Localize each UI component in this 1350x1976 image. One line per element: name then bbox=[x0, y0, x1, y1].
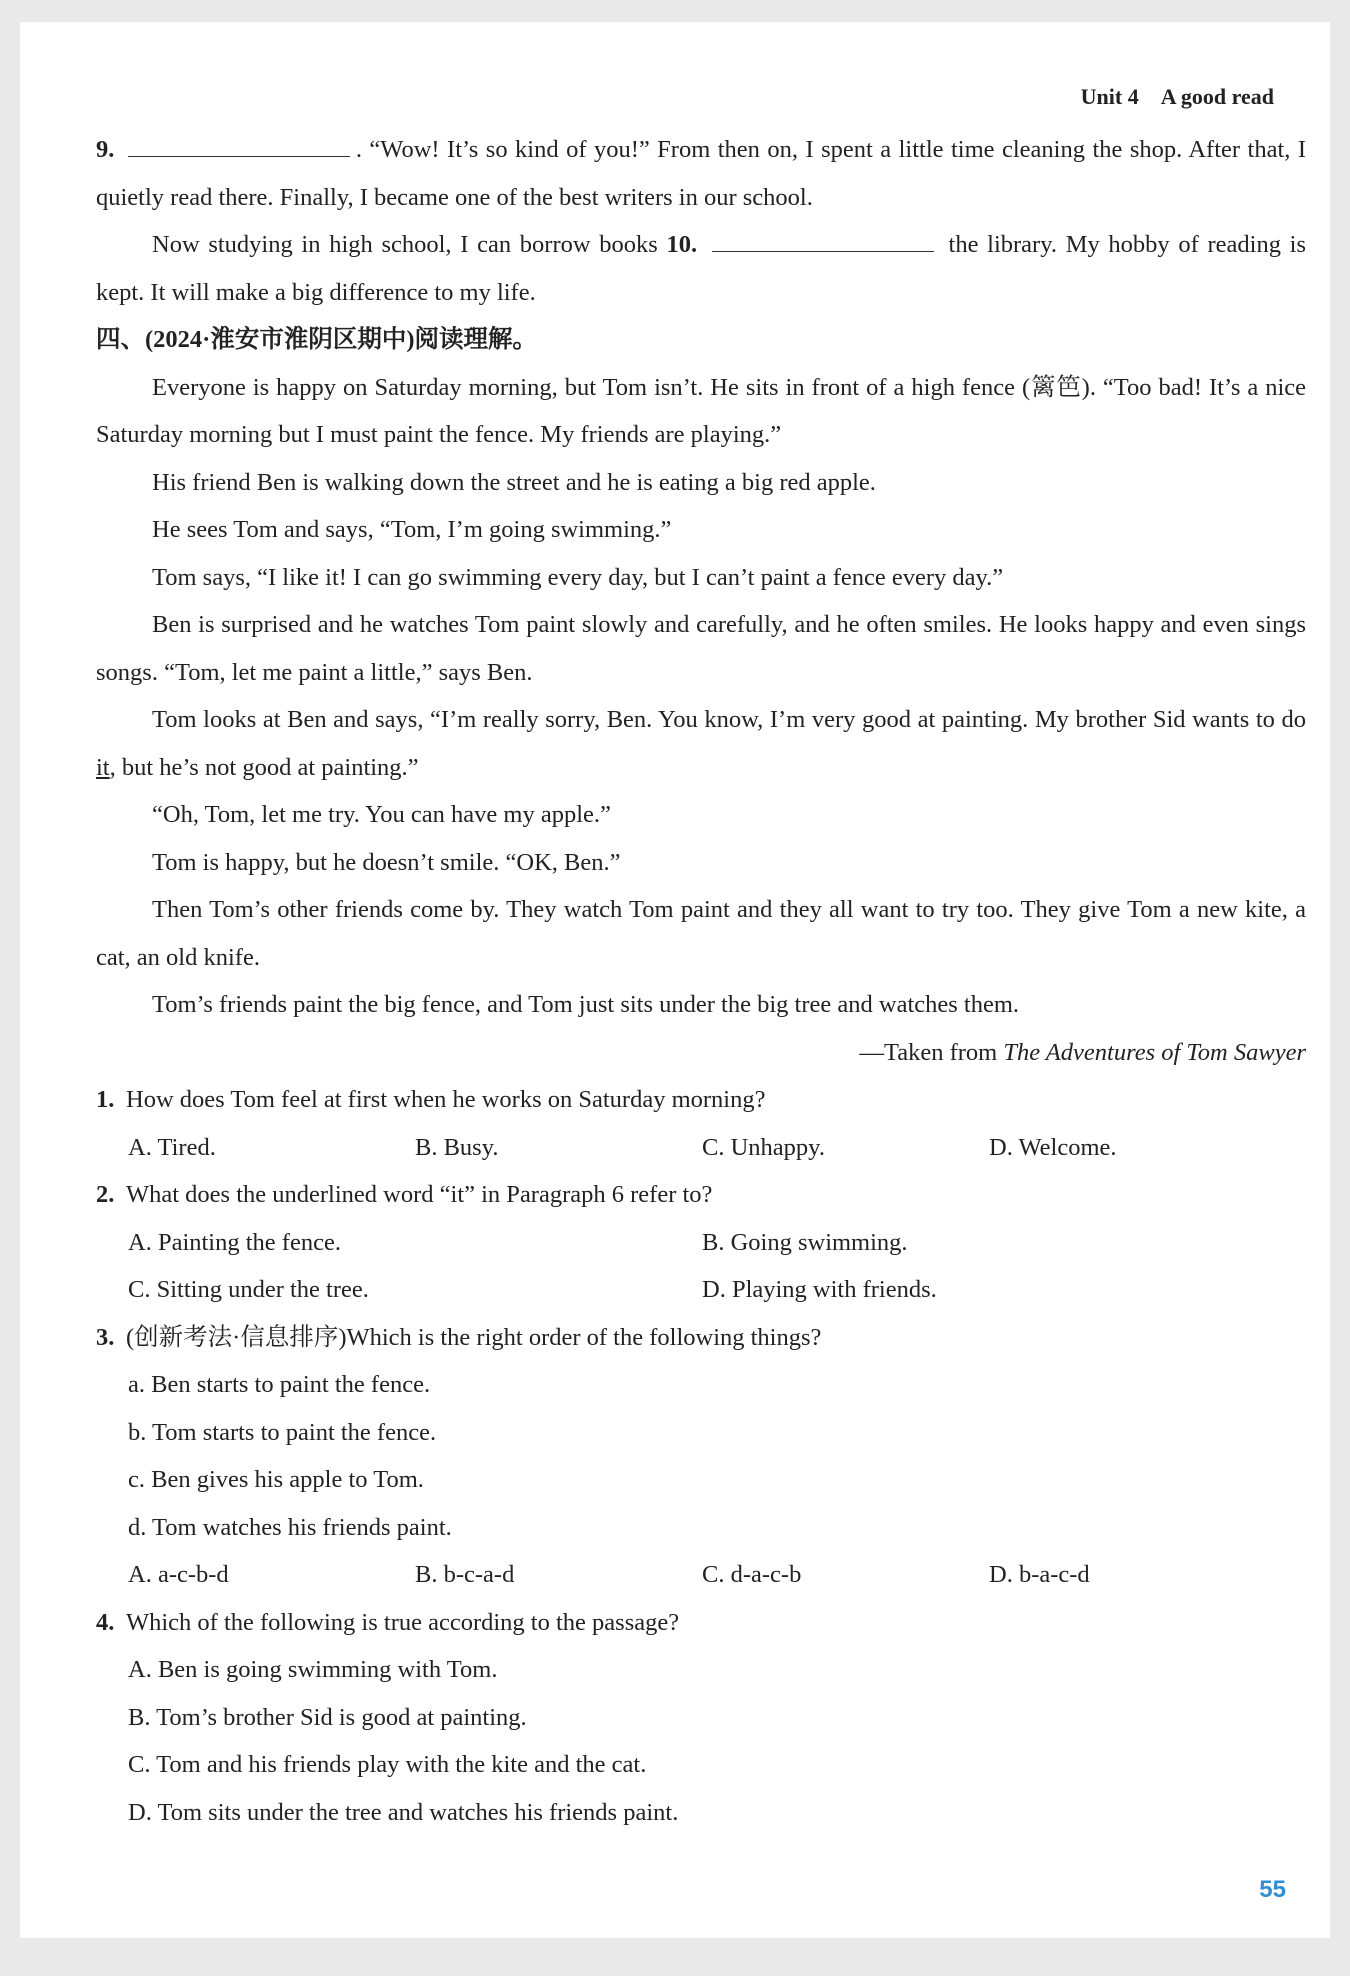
question-3-options bbox=[96, 1551, 1306, 1599]
question-2-options-row1 bbox=[96, 1219, 1306, 1267]
running-header bbox=[1081, 84, 1274, 110]
option-c[interactable]: C. d-a-c-b bbox=[702, 1561, 802, 1588]
option-b[interactable]: B. Tom’s brother Sid is good at painting. bbox=[128, 1703, 527, 1731]
option-b[interactable]: B. b-c-a-d bbox=[415, 1561, 515, 1588]
page-content bbox=[96, 126, 1306, 1836]
section-label: 四、(2024·淮安市淮阴区期中) bbox=[96, 326, 415, 353]
order-item: d. Tom watches his friends paint. bbox=[128, 1513, 452, 1541]
passage-paragraph: Tom’s friends paint the big fence, and Tom just sits under the big tree and watches them. bbox=[152, 991, 1020, 1018]
header-title: A good read bbox=[1160, 84, 1274, 109]
question-number: 4. bbox=[96, 1608, 115, 1636]
question-text: What does the underlined word “it” in Paragraph 6 refer to? bbox=[126, 1181, 713, 1208]
passage-paragraph: Everyone is happy on Saturday morning, but Tom isn’t. He sits in front of a high fence (篱笆). “Too bad! It’s a nice Saturday morning but I must paint the fence. My friends are playing.” bbox=[96, 373, 1306, 448]
passage-paragraph: He sees Tom and says, “Tom, I’m going swimming.” bbox=[152, 516, 672, 543]
option-a[interactable]: A. a-c-b-d bbox=[128, 1561, 229, 1588]
question-text: Which of the following is true according to the passage? bbox=[126, 1608, 680, 1636]
section-title: 阅读理解。 bbox=[414, 326, 537, 353]
option-a[interactable]: A. Painting the fence. bbox=[128, 1228, 341, 1256]
option-b[interactable]: B. Busy. bbox=[415, 1133, 499, 1161]
question-number: 2. bbox=[96, 1181, 115, 1208]
option-c[interactable]: C. Tom and his friends play with the kite and the cat. bbox=[128, 1751, 647, 1778]
option-a[interactable]: A. Tired. bbox=[128, 1133, 216, 1161]
question-text: (创新考法·信息排序)Which is the right order of the following things? bbox=[126, 1323, 822, 1351]
option-c[interactable]: C. Unhappy. bbox=[702, 1133, 825, 1161]
passage-paragraph: Tom says, “I like it! I can go swimming every day, but I can’t paint a fence every day.” bbox=[152, 563, 1004, 591]
question-2-options-row2 bbox=[96, 1266, 1306, 1314]
underlined-word: it bbox=[96, 753, 110, 781]
option-d[interactable]: D. Tom sits under the tree and watches his friends paint. bbox=[128, 1798, 679, 1826]
cloze-text-10b: the library. My hobby of reading is kept. It will make a big difference to my life. bbox=[96, 231, 1306, 306]
cloze-paragraph-9 bbox=[96, 126, 1306, 221]
option-a[interactable]: A. Ben is going swimming with Tom. bbox=[128, 1656, 498, 1683]
cloze-text-10a: Now studying in high school, I can borrow books bbox=[152, 231, 658, 258]
question-1-options bbox=[96, 1124, 1306, 1172]
question-1 bbox=[96, 1076, 1306, 1124]
option-d[interactable]: D. Welcome. bbox=[989, 1133, 1117, 1161]
passage-paragraph: Then Tom’s other friends come by. They watch Tom paint and they all want to try too. They give Tom a new kite, a cat, an old knife. bbox=[96, 896, 1306, 971]
question-number: 1. bbox=[96, 1086, 115, 1113]
cloze-text-9: . “Wow! It’s so kind of you!” From then on, I spent a little time cleaning the shop. After that, I quietly read there. Finally, I became one of the best writers in our school. bbox=[96, 136, 1306, 211]
section-heading bbox=[96, 316, 1306, 364]
question-2 bbox=[96, 1171, 1306, 1219]
page-number: 55 bbox=[1259, 1876, 1286, 1903]
p6-text-after: , but he’s not good at painting.” bbox=[109, 753, 419, 781]
p6-text-before: Tom looks at Ben and says, “I’m really sorry, Ben. You know, I’m very good at painting. My brother Sid wants to do bbox=[152, 706, 1306, 733]
passage-source bbox=[96, 1029, 1306, 1077]
order-item: c. Ben gives his apple to Tom. bbox=[128, 1466, 424, 1493]
question-3 bbox=[96, 1314, 1306, 1362]
passage-paragraph: His friend Ben is walking down the street and he is eating a big red apple. bbox=[152, 468, 876, 496]
cloze-paragraph-10 bbox=[96, 221, 1306, 316]
passage-paragraph: “Oh, Tom, let me try. You can have my apple.” bbox=[152, 801, 611, 828]
order-item: a. Ben starts to paint the fence. bbox=[128, 1371, 431, 1398]
option-d[interactable]: D. Playing with friends. bbox=[702, 1276, 937, 1303]
passage-paragraph: Tom is happy, but he doesn’t smile. “OK, Ben.” bbox=[152, 848, 621, 876]
question-number: 3. bbox=[96, 1323, 115, 1351]
option-d[interactable]: D. b-a-c-d bbox=[989, 1561, 1090, 1588]
passage-paragraph-6 bbox=[96, 696, 1306, 791]
blank-number-9: 9. bbox=[96, 136, 115, 163]
workbook-page bbox=[20, 22, 1330, 1938]
option-b[interactable]: B. Going swimming. bbox=[702, 1228, 908, 1256]
order-item: b. Tom starts to paint the fence. bbox=[128, 1418, 437, 1446]
source-title: The Adventures of Tom Sawyer bbox=[1003, 1038, 1306, 1066]
option-c[interactable]: C. Sitting under the tree. bbox=[128, 1276, 369, 1303]
answer-blank-9[interactable] bbox=[128, 134, 350, 157]
question-text: How does Tom feel at first when he works on Saturday morning? bbox=[126, 1086, 766, 1113]
passage-paragraph: Ben is surprised and he watches Tom paint slowly and carefully, and he often smiles. He looks happy and even sings songs. “Tom, let me paint a little,” says Ben. bbox=[96, 611, 1306, 686]
blank-number-10: 10. bbox=[666, 231, 698, 258]
source-prefix: —Taken from bbox=[859, 1038, 998, 1066]
header-unit: Unit 4 bbox=[1080, 84, 1139, 109]
answer-blank-10[interactable] bbox=[712, 229, 934, 252]
question-4 bbox=[96, 1599, 1306, 1647]
